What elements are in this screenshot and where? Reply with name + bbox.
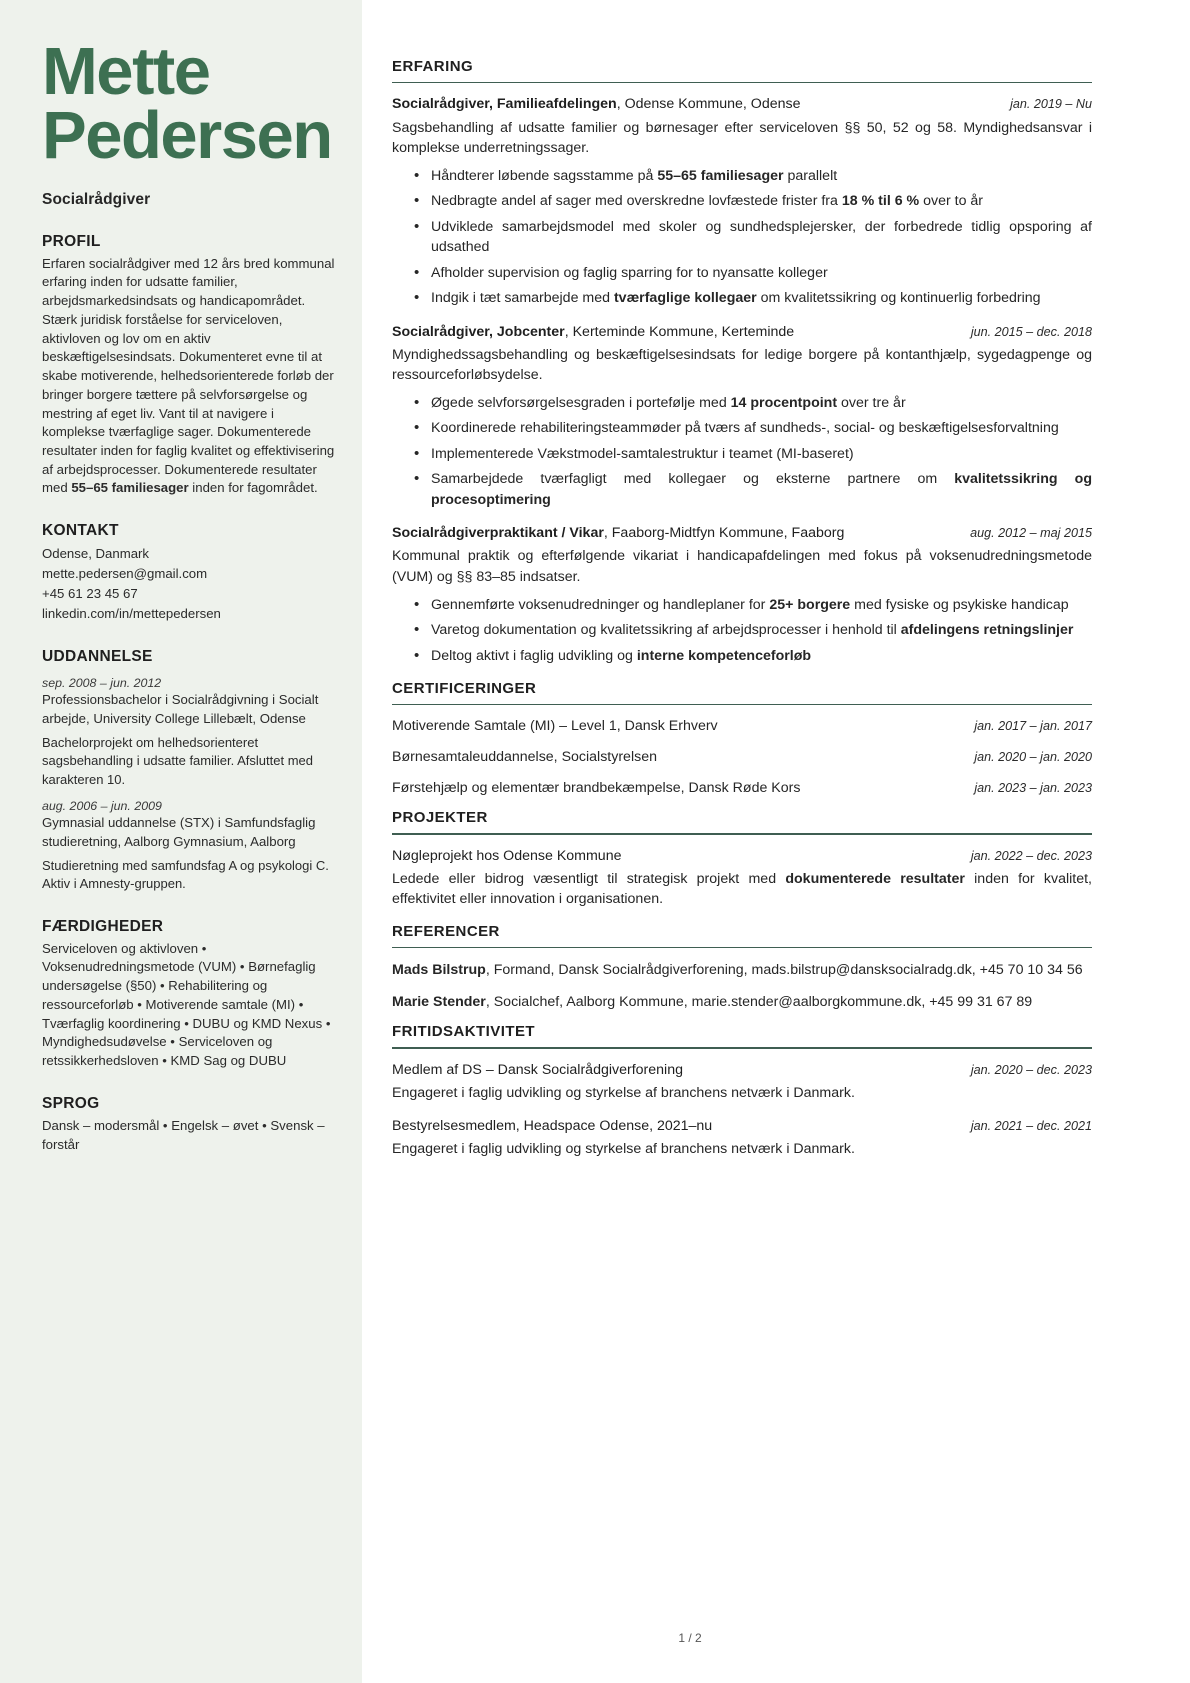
bullet-pre: Udviklede samarbejdsmodel med skoler og sundhedsplejersker, der forbedrede tidlig opsporing af udsathed [431,218,1092,256]
bullet-bold: interne kompetenceforløb [636,647,812,664]
section-divider [392,82,1092,83]
bullet-item [414,393,1092,413]
profil-text-bold: 55–65 familiesager [71,480,189,496]
bullet-bold: 55–65 familiesager [657,167,784,184]
experience-description: Myndighedssagsbehandling og beskæftigelsesindsats for ledige borgere på kontanthjælp, sygedagpenge og ressourceforløbsydelse. [392,346,1092,383]
profil-text [42,255,340,499]
certification-date: jan. 2023 – jan. 2023 [974,780,1092,795]
bullet-item [414,263,1092,283]
certification-title: Børnesamtaleuddannelse, Socialstyrelsen [392,748,657,765]
bullet-item [414,191,1092,211]
bullet-pre: Samarbejdede tværfagligt med kollegaer og eksterne partnere om [431,471,955,488]
bullet-pre: Implementerede Vækstmodel-samtalestruktur i teamet (MI-baseret) [431,445,854,462]
certification-date: jan. 2020 – jan. 2020 [974,749,1092,764]
bullet-item [414,646,1092,666]
experience-title [392,524,844,543]
section-fritidsaktivitet [392,1023,1092,1159]
experience-header [392,323,1092,342]
section-heading-fritidsaktivitet: FRITIDSAKTIVITET [392,1023,536,1041]
bullet-item [414,620,1092,640]
experience-bullets [414,166,1092,309]
section-divider [392,833,1092,834]
bullet-post: med fysiske og psykiske handicap [850,596,1069,613]
bullet-bold: afdelingens retningslinjer [900,622,1074,639]
sidebar-heading-uddannelse: UDDANNELSE [42,648,153,666]
sidebar-section-uddannelse [42,648,340,893]
contact-linkedin[interactable]: linkedin.com/in/mettepedersen [42,606,221,622]
sidebar-heading-kontakt: KONTAKT [42,522,119,540]
experience-role: Socialrådgiver, Familieafdelingen [392,96,617,113]
sidebar-heading-faerdigheder: FÆRDIGHEDER [42,917,164,935]
reference-item [392,992,1092,1012]
project-title: Nøgleprojekt hos Odense Kommune [392,847,622,864]
name-block [42,34,340,174]
bullet-bold: 25+ borgere [769,596,851,613]
experience-entry [392,323,1092,511]
education-date: sep. 2008 – jun. 2012 [42,676,162,691]
activity-description: Engageret i faglig udvikling og styrkelse af branchens netværk i Danmark. [392,1084,855,1101]
activity-entry [392,1117,1092,1159]
contact-email[interactable]: mette.pedersen@gmail.com [42,566,208,582]
bullet-pre: Nedbragte andel af sager med overskredne lovfæstede frister fra [431,193,842,210]
reference-details: , Formand, Dansk Socialrådgiverforening, mads.bilstrup@dansksocialradg.dk, +45 70 10 34 56 [485,962,1083,979]
experience-entry [392,524,1092,666]
education-desc: Bachelorprojekt om helhedsorienteret sagsbehandling i udsatte familier. Afsluttet med karakteren 10. [42,734,313,787]
sidebar-section-profil [42,233,340,499]
certification-row [392,779,1092,799]
experience-company: , Faaborg-Midtfyn Kommune, Faaborg [603,525,845,542]
section-heading-projekter: PROJEKTER [392,809,488,827]
page-indicator: 1 / 2 [678,1631,702,1645]
section-divider [392,947,1092,948]
experience-company: , Kerteminde Kommune, Kerteminde [564,323,795,340]
experience-role: Socialrådgiverpraktikant / Vikar [392,525,604,542]
bullet-pre: Gennemførte voksenudredninger og handleplaner for [431,596,770,613]
project-date: jan. 2022 – dec. 2023 [970,848,1092,863]
sidebar-section-kontakt [42,522,340,624]
experience-title [392,323,794,342]
experience-title [392,95,800,114]
certification-title: Motiverende Samtale (MI) – Level 1, Dansk Erhverv [392,718,718,735]
section-certificeringer [392,680,1092,798]
education-date: aug. 2006 – jun. 2009 [42,799,162,814]
reference-details: , Socialchef, Aalborg Kommune, marie.stender@aalborgkommune.dk, +45 99 31 67 89 [485,993,1033,1010]
skills-text: Serviceloven og aktivloven • Voksenudredningsmetode (VUM) • Børnefaglig undersøgelse (§50) • Rehabilitering og ressourceforløb • Motiverende samtale (MI) • Tværfaglig koordinering • DUBU og KMD Nexus • Myndighedsudøvelse • Serviceloven og retssikkerhedsloven • KMD Sag og DUBU [42,940,331,1069]
experience-header [392,95,1092,114]
section-divider [392,704,1092,705]
bullet-item [414,288,1092,308]
contact-location: Odense, Danmark [42,546,150,562]
experience-bullets [414,393,1092,510]
bullet-item [414,444,1092,464]
bullet-post: over to år [919,193,984,210]
experience-date: jan. 2019 – Nu [1010,97,1092,112]
bullet-bold: 14 procentpoint [730,394,838,411]
bullet-pre: Varetog dokumentation og kvalitetssikring af arbejdsprocesser i henhold til [431,622,901,639]
languages-text: Dansk – modersmål • Engelsk – øvet • Svensk – forstår [42,1117,325,1152]
reference-name: Mads Bilstrup [392,962,486,979]
sidebar-heading-sprog: SPROG [42,1094,100,1112]
education-desc: Studieretning med samfundsfag A og psykologi C. Aktiv i Amnesty-gruppen. [42,857,329,892]
activity-date: jan. 2021 – dec. 2021 [970,1119,1092,1133]
profil-text-before: Erfaren socialrådgiver med 12 års bred kommunal erfaring inden for udsatte familier, arbejdsmarkedsindsats og handicapområdet. Stærk juridisk forståelse for serviceloven, aktivloven og lov om en aktiv beskæftigelsesindsats. Dokumenteret evne til at skabe motiverende, helhedsorienterede forløb der bringer borgere tættere på selvforsørgelse og mestring af eget liv. Vant til at navigere i komplekse tværfaglige sager. Dokumenterede resultater inden for faglig kvalitet og effektivisering af arbejdsprocesser. Dokumenterede resultater med [42,255,335,496]
activity-description: Engageret i faglig udvikling og styrkelse af branchens netværk i Danmark. [392,1141,855,1158]
main-content [362,0,1190,1683]
bullet-item [414,469,1092,510]
activity-title: Medlem af DS – Dansk Socialrådgiverforening [392,1061,683,1078]
sidebar-heading-profil: PROFIL [42,232,101,250]
bullet-item [414,595,1092,615]
bullet-post: om kvalitetssikring og kontinuerlig forbedring [756,290,1041,307]
profil-text-after: inden for fagområdet. [188,480,318,496]
experience-bullets [414,595,1092,666]
sidebar-section-faerdigheder [42,918,340,1071]
education-item [42,676,340,789]
certification-title: Førstehjælp og elementær brandbekæmpelse, Dansk Røde Kors [392,779,801,796]
project-desc-post: inden for kvalitet, effektivitet eller innovation i organisationen. [392,870,1093,907]
section-referencer [392,923,1092,1012]
experience-description: Sagsbehandling af udsatte familier og børnesager efter serviceloven §§ 50, 52 og 58. Myndighedsansvar i komplekse underretningssager. [392,119,1092,156]
activity-header [392,1117,1092,1136]
bullet-item [414,418,1092,438]
bullet-post: over tre år [837,394,906,411]
education-item [42,799,340,893]
certification-row [392,748,1092,768]
education-title: Gymnasial uddannelse (STX) i Samfundsfaglig studieretning, Aalborg Gymnasium, Aalborg [42,815,316,849]
bullet-post: parallelt [783,167,838,184]
bullet-bold: kvalitetssikring og procesoptimering [431,471,1092,508]
bullet-item [414,217,1092,258]
section-heading-erfaring: ERFARING [392,58,474,75]
experience-company: , Odense Kommune, Odense [616,96,801,113]
section-heading-certificeringer: CERTIFICERINGER [392,679,537,697]
activity-entry [392,1061,1092,1103]
experience-date: jun. 2015 – dec. 2018 [970,324,1092,339]
bullet-pre: Håndterer løbende sagsstamme på [431,167,658,184]
experience-entry [392,95,1092,308]
sidebar-section-sprog [42,1095,340,1154]
job-title: Socialrådgiver [42,190,151,208]
bullet-item [414,166,1092,186]
reference-name: Marie Stender [392,993,486,1010]
certification-row [392,717,1092,737]
section-projekter [392,809,1092,909]
project-desc-bold: dokumenterede resultater [785,870,965,887]
reference-item [392,960,1092,980]
experience-role: Socialrådgiver, Jobcenter [392,323,565,340]
section-divider [392,1047,1092,1048]
bullet-bold: 18 % til 6 % [841,193,920,210]
experience-date: aug. 2012 – maj 2015 [970,526,1092,541]
experience-description: Kommunal praktik og efterfølgende vikariat i handicapafdelingen med fokus på voksenudredningsmetode (VUM) og §§ 83–85 indsatser. [392,548,1092,585]
page-footer [0,1631,1190,1645]
contact-phone[interactable]: +45 61 23 45 67 [42,586,138,602]
activity-date: jan. 2020 – dec. 2023 [970,1062,1092,1077]
project-desc-pre: Ledede eller bidrog væsentligt til strategisk projekt med [392,870,786,887]
bullet-pre: Deltog aktivt i faglig udvikling og [431,647,637,664]
bullet-pre: Afholder supervision og faglig sparring for to nyansatte kolleger [431,264,828,281]
bullet-pre: Koordinerede rehabiliteringsteammøder på tværs af sundheds-, social- og beskæftigelsesforvaltning [431,420,1059,437]
activity-header [392,1061,1092,1080]
bullet-pre: Øgede selvforsørgelsesgraden i portefølje med [431,394,731,411]
section-erfaring [392,58,1092,666]
section-heading-referencer: REFERENCER [392,923,500,941]
experience-header [392,524,1092,543]
certification-date: jan. 2017 – jan. 2017 [974,719,1092,734]
project-header [392,847,1092,866]
first-name: Mette [42,34,210,109]
project-description [392,869,1092,909]
sidebar [0,0,362,1683]
project-entry [392,847,1092,909]
bullet-bold: tværfaglige kollegaer [613,290,757,307]
education-title: Professionsbachelor i Socialrådgivning i Socialt arbejde, University College Lillebælt, Odense [42,692,319,727]
last-name: Pedersen [42,98,332,174]
bullet-pre: Indgik i tæt samarbejde med [431,290,614,307]
activity-title: Bestyrelsesmedlem, Headspace Odense, 2021–nu [392,1118,713,1134]
